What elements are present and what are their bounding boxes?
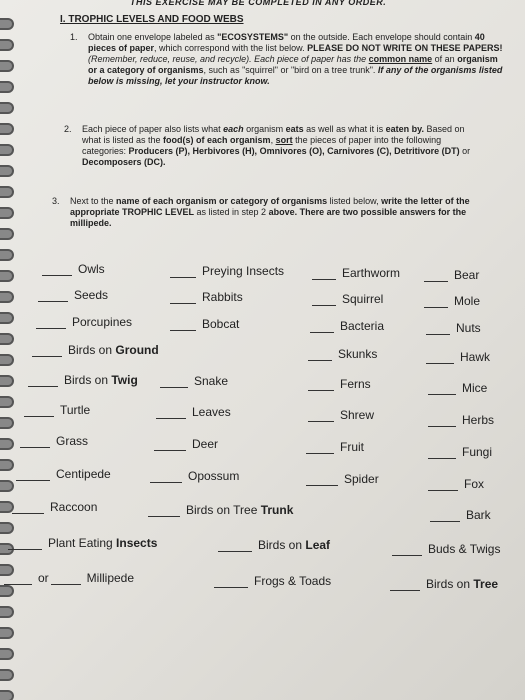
answer-blank[interactable]: [16, 470, 50, 481]
answer-blank[interactable]: [156, 408, 186, 419]
answer-blank[interactable]: [426, 353, 454, 364]
answer-blank[interactable]: [214, 577, 248, 588]
answer-blank[interactable]: [390, 580, 420, 591]
step-2: 2. Each piece of paper also lists what each organism eats as well as what it is eaten by. Based on what is listed as the food(s) of each organism, sort the pieces of paper into the following categories: Producers (P), Herbivores (H), Omnivores (O), Carnivores (C), Detritivore (DT) or Decomposers (DC).: [64, 124, 471, 167]
list-item-buds-and-twigs: Buds & Twigs: [392, 542, 500, 556]
answer-blank[interactable]: [36, 318, 66, 329]
list-item-birds-on-twig: Birds on Twig: [28, 373, 138, 387]
list-item-turtle: Turtle: [24, 403, 90, 417]
list-item-fox: Fox: [428, 477, 484, 491]
list-item-plant-eating-insects: Plant Eating Insects: [8, 536, 157, 550]
step-1: 1. Obtain one envelope labeled as "ECOSYSTEMS" on the outside. Each envelope should contain 40 pieces of paper, which correspond with the list below. PLEASE DO NOT WRITE ON THESE PAPERS! (Remember, reduce, reuse, and recycle). Each piece of paper has the common name of an organism or a category of organisms, such as "squirrel" or "bird on a tree trunk". If any of the organisms listed below is missing, let your instructor know.: [70, 32, 503, 86]
list-item-opossum: Opossum: [150, 469, 239, 483]
answer-blank[interactable]: [428, 416, 456, 427]
answer-blank[interactable]: [154, 440, 186, 451]
step-3: 3. Next to the name of each organism or category of organisms listed below, write the letter of the appropriate TROPHIC LEVEL as listed in step 2 above. There are two possible answers for the millipede.: [52, 196, 470, 228]
list-item-fruit: Fruit: [306, 440, 364, 454]
answer-blank[interactable]: [150, 472, 182, 483]
answer-blank[interactable]: [170, 267, 196, 278]
section-title: I. TROPHIC LEVELS AND FOOD WEBS: [60, 14, 244, 25]
answer-blank[interactable]: [424, 271, 448, 282]
answer-blank[interactable]: [426, 324, 450, 335]
list-item-millipede: or Millipede: [4, 571, 134, 585]
answer-blank[interactable]: [310, 322, 334, 333]
answer-blank[interactable]: [428, 384, 456, 395]
list-item-squirrel: Squirrel: [312, 292, 383, 306]
list-item-deer: Deer: [154, 437, 218, 451]
answer-blank[interactable]: [170, 320, 196, 331]
list-item-snake: Snake: [160, 374, 228, 388]
answer-blank[interactable]: [20, 437, 50, 448]
answer-blank[interactable]: [308, 380, 334, 391]
list-item-owls: Owls: [42, 262, 105, 276]
list-item-bear: Bear: [424, 268, 479, 282]
list-item-earthworm: Earthworm: [312, 266, 400, 280]
list-item-bark: Bark: [430, 508, 491, 522]
answer-blank[interactable]: [12, 503, 44, 514]
step-number: 3.: [52, 196, 60, 206]
list-item-shrew: Shrew: [308, 408, 374, 422]
answer-blank[interactable]: [32, 346, 62, 357]
list-item-porcupines: Porcupines: [36, 315, 132, 329]
list-item-birds-on-tree-trunk: Birds on Tree Trunk: [148, 503, 293, 517]
list-item-herbs: Herbs: [428, 413, 494, 427]
answer-blank[interactable]: [428, 448, 456, 459]
list-item-skunks: Skunks: [308, 347, 377, 361]
answer-blank[interactable]: [148, 506, 180, 517]
list-item-frogs-and-toads: Frogs & Toads: [214, 574, 331, 588]
list-item-birds-on-leaf: Birds on Leaf: [218, 538, 330, 552]
spiral-binding: [0, 18, 16, 618]
list-item-bacteria: Bacteria: [310, 319, 384, 333]
answer-blank[interactable]: [28, 376, 58, 387]
list-item-mice: Mice: [428, 381, 487, 395]
list-item-birds-on-ground: Birds on Ground: [32, 343, 159, 357]
list-item-seeds: Seeds: [38, 288, 108, 302]
answer-blank[interactable]: [312, 295, 336, 306]
answer-blank[interactable]: [430, 511, 460, 522]
list-item-birds-on-tree: Birds on Tree: [390, 577, 498, 591]
answer-blank[interactable]: [308, 411, 334, 422]
answer-blank[interactable]: [392, 545, 422, 556]
header-line: THIS EXERCISE MAY BE COMPLETED IN ANY ORDER.: [130, 0, 387, 7]
answer-blank[interactable]: [308, 350, 332, 361]
answer-blank[interactable]: [38, 291, 68, 302]
answer-blank[interactable]: [160, 377, 188, 388]
answer-blank[interactable]: [8, 539, 42, 550]
list-item-centipede: Centipede: [16, 467, 111, 481]
list-item-rabbits: Rabbits: [170, 290, 243, 304]
list-item-grass: Grass: [20, 434, 88, 448]
answer-blank[interactable]: [4, 574, 32, 585]
list-item-mole: Mole: [424, 294, 480, 308]
answer-blank[interactable]: [218, 541, 252, 552]
list-item-hawk: Hawk: [426, 350, 490, 364]
answer-blank[interactable]: [51, 574, 81, 585]
step-number: 1.: [70, 32, 78, 42]
list-item-raccoon: Raccoon: [12, 500, 97, 514]
answer-blank[interactable]: [24, 406, 54, 417]
list-item-nuts: Nuts: [426, 321, 481, 335]
list-item-bobcat: Bobcat: [170, 317, 239, 331]
answer-blank[interactable]: [424, 297, 448, 308]
list-item-fungi: Fungi: [428, 445, 492, 459]
list-item-spider: Spider: [306, 472, 379, 486]
step-number: 2.: [64, 124, 72, 134]
answer-blank[interactable]: [170, 293, 196, 304]
list-item-leaves: Leaves: [156, 405, 231, 419]
answer-blank[interactable]: [428, 480, 458, 491]
answer-blank[interactable]: [306, 443, 334, 454]
answer-blank[interactable]: [306, 475, 338, 486]
answer-blank[interactable]: [312, 269, 336, 280]
answer-blank[interactable]: [42, 265, 72, 276]
or-word: or: [38, 571, 49, 585]
list-item-ferns: Ferns: [308, 377, 371, 391]
list-item-preying-insects: Preying Insects: [170, 264, 284, 278]
